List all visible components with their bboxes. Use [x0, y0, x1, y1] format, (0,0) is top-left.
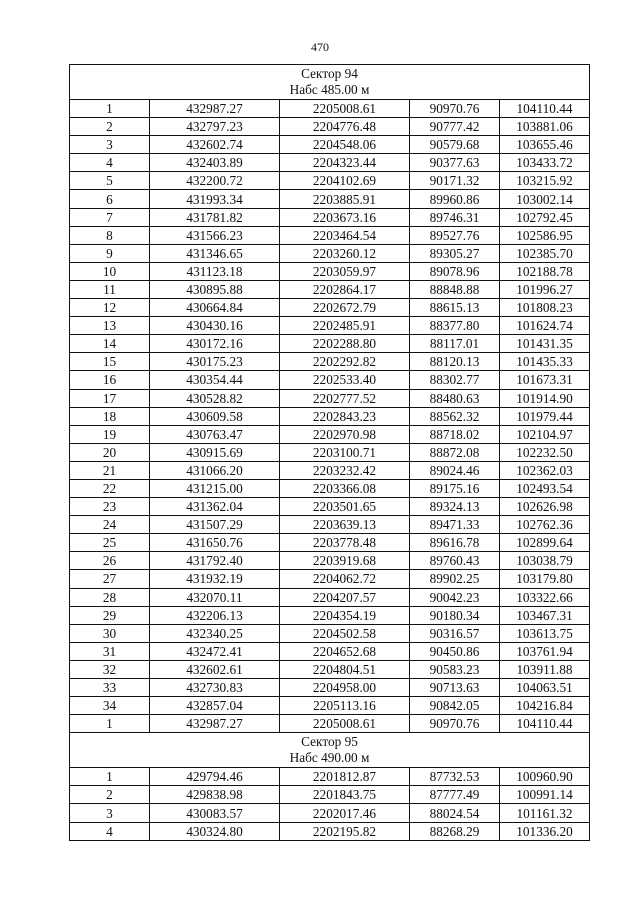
table-row — [70, 226, 590, 244]
x2-cell: 90316.57 — [410, 624, 500, 642]
x-cell: 431123.18 — [150, 262, 280, 280]
sector-header-row — [70, 733, 590, 768]
x2-cell: 89527.76 — [410, 226, 500, 244]
table-row — [70, 642, 590, 660]
x-cell: 430609.58 — [150, 407, 280, 425]
y-cell: 2204062.72 — [280, 570, 410, 588]
y2-cell: 104110.44 — [500, 715, 590, 733]
table-row — [70, 118, 590, 136]
x-cell: 430430.16 — [150, 317, 280, 335]
x-cell: 430763.47 — [150, 425, 280, 443]
y-cell: 2203501.65 — [280, 498, 410, 516]
y-cell: 2203059.97 — [280, 262, 410, 280]
point-number-cell: 1 — [70, 768, 150, 786]
y-cell: 2204102.69 — [280, 172, 410, 190]
x2-cell: 89024.46 — [410, 461, 500, 479]
y2-cell: 102104.97 — [500, 425, 590, 443]
x-cell: 432206.13 — [150, 606, 280, 624]
x-cell: 430083.57 — [150, 804, 280, 822]
point-number-cell: 4 — [70, 822, 150, 840]
point-number-cell: 32 — [70, 660, 150, 678]
x-cell: 430895.88 — [150, 280, 280, 298]
table-row — [70, 624, 590, 642]
y2-cell: 103467.31 — [500, 606, 590, 624]
x-cell: 430354.44 — [150, 371, 280, 389]
x-cell: 432602.61 — [150, 660, 280, 678]
x2-cell: 88872.08 — [410, 443, 500, 461]
x-cell: 432200.72 — [150, 172, 280, 190]
y-cell: 2203260.12 — [280, 244, 410, 262]
table-row — [70, 154, 590, 172]
point-number-cell: 23 — [70, 498, 150, 516]
x-cell: 431362.04 — [150, 498, 280, 516]
x-cell: 430172.16 — [150, 335, 280, 353]
table-row — [70, 136, 590, 154]
y2-cell: 101808.23 — [500, 299, 590, 317]
x2-cell: 87732.53 — [410, 768, 500, 786]
x-cell: 431792.40 — [150, 552, 280, 570]
x2-cell: 88120.13 — [410, 353, 500, 371]
y-cell: 2203673.16 — [280, 208, 410, 226]
y2-cell: 103322.66 — [500, 588, 590, 606]
y2-cell: 102762.36 — [500, 516, 590, 534]
x2-cell: 88718.02 — [410, 425, 500, 443]
table-row — [70, 443, 590, 461]
sector-header — [70, 65, 590, 100]
y2-cell: 103215.92 — [500, 172, 590, 190]
point-number-cell: 12 — [70, 299, 150, 317]
y2-cell: 103911.88 — [500, 660, 590, 678]
x-cell: 432730.83 — [150, 679, 280, 697]
x2-cell: 90583.23 — [410, 660, 500, 678]
y-cell: 2202864.17 — [280, 280, 410, 298]
point-number-cell: 3 — [70, 804, 150, 822]
sector-elevation: Набс 490.00 м — [289, 750, 370, 766]
x-cell: 432602.74 — [150, 136, 280, 154]
y-cell: 2202843.23 — [280, 407, 410, 425]
y-cell: 2203366.08 — [280, 479, 410, 497]
y2-cell: 103655.46 — [500, 136, 590, 154]
point-number-cell: 9 — [70, 244, 150, 262]
point-number-cell: 27 — [70, 570, 150, 588]
y-cell: 2203100.71 — [280, 443, 410, 461]
table-row — [70, 660, 590, 678]
point-number-cell: 24 — [70, 516, 150, 534]
y2-cell: 103433.72 — [500, 154, 590, 172]
point-number-cell: 1 — [70, 715, 150, 733]
table-row — [70, 190, 590, 208]
point-number-cell: 1 — [70, 100, 150, 118]
point-number-cell: 18 — [70, 407, 150, 425]
x2-cell: 89078.96 — [410, 262, 500, 280]
sector-elevation: Набс 485.00 м — [289, 82, 370, 97]
y2-cell: 102899.64 — [500, 534, 590, 552]
x-cell: 431507.29 — [150, 516, 280, 534]
table-row — [70, 498, 590, 516]
y2-cell: 104110.44 — [500, 100, 590, 118]
y2-cell: 102188.78 — [500, 262, 590, 280]
y2-cell: 101979.44 — [500, 407, 590, 425]
table-row — [70, 208, 590, 226]
y-cell: 2203464.54 — [280, 226, 410, 244]
table-row — [70, 262, 590, 280]
x-cell: 432403.89 — [150, 154, 280, 172]
y2-cell: 100960.90 — [500, 768, 590, 786]
x2-cell: 90377.63 — [410, 154, 500, 172]
table-row — [70, 461, 590, 479]
table-row — [70, 335, 590, 353]
point-number-cell: 13 — [70, 317, 150, 335]
x2-cell: 90713.63 — [410, 679, 500, 697]
x-cell: 432987.27 — [150, 100, 280, 118]
y2-cell: 102362.03 — [500, 461, 590, 479]
x-cell: 431215.00 — [150, 479, 280, 497]
point-number-cell: 28 — [70, 588, 150, 606]
y-cell: 2203919.68 — [280, 552, 410, 570]
point-number-cell: 8 — [70, 226, 150, 244]
x2-cell: 87777.49 — [410, 786, 500, 804]
y2-cell: 104216.84 — [500, 697, 590, 715]
table-row — [70, 516, 590, 534]
table-row — [70, 552, 590, 570]
y-cell: 2203232.42 — [280, 461, 410, 479]
point-number-cell: 15 — [70, 353, 150, 371]
y-cell: 2203639.13 — [280, 516, 410, 534]
x-cell: 432070.11 — [150, 588, 280, 606]
x-cell: 430324.80 — [150, 822, 280, 840]
point-number-cell: 30 — [70, 624, 150, 642]
y-cell: 2202288.80 — [280, 335, 410, 353]
x2-cell: 89471.33 — [410, 516, 500, 534]
x-cell: 432797.23 — [150, 118, 280, 136]
point-number-cell: 20 — [70, 443, 150, 461]
point-number-cell: 26 — [70, 552, 150, 570]
x2-cell: 90579.68 — [410, 136, 500, 154]
y-cell: 2204323.44 — [280, 154, 410, 172]
point-number-cell: 22 — [70, 479, 150, 497]
table-row — [70, 679, 590, 697]
sector-title: Сектор 95 — [301, 734, 358, 750]
y-cell: 2202672.79 — [280, 299, 410, 317]
y2-cell: 101336.20 — [500, 822, 590, 840]
y-cell: 2204502.58 — [280, 624, 410, 642]
table-row — [70, 407, 590, 425]
x-cell: 431993.34 — [150, 190, 280, 208]
x2-cell: 89746.31 — [410, 208, 500, 226]
point-number-cell: 11 — [70, 280, 150, 298]
page-number: 470 — [311, 40, 329, 54]
y2-cell: 103038.79 — [500, 552, 590, 570]
x-cell: 431346.65 — [150, 244, 280, 262]
table-row — [70, 804, 590, 822]
point-number-cell: 21 — [70, 461, 150, 479]
point-number-cell: 10 — [70, 262, 150, 280]
point-number-cell: 31 — [70, 642, 150, 660]
x2-cell: 88377.80 — [410, 317, 500, 335]
y2-cell: 102792.45 — [500, 208, 590, 226]
x-cell: 430915.69 — [150, 443, 280, 461]
y-cell: 2202533.40 — [280, 371, 410, 389]
point-number-cell: 16 — [70, 371, 150, 389]
table-row — [70, 570, 590, 588]
y-cell: 2202970.98 — [280, 425, 410, 443]
y-cell: 2204207.57 — [280, 588, 410, 606]
y2-cell: 101624.74 — [500, 317, 590, 335]
x2-cell: 88480.63 — [410, 389, 500, 407]
x-cell: 431781.82 — [150, 208, 280, 226]
y-cell: 2204354.19 — [280, 606, 410, 624]
x2-cell: 88117.01 — [410, 335, 500, 353]
table-row — [70, 697, 590, 715]
y2-cell: 101914.90 — [500, 389, 590, 407]
x-cell: 430664.84 — [150, 299, 280, 317]
y2-cell: 101431.35 — [500, 335, 590, 353]
y2-cell: 104063.51 — [500, 679, 590, 697]
table-row — [70, 534, 590, 552]
table-row — [70, 317, 590, 335]
table-row — [70, 588, 590, 606]
table-row — [70, 786, 590, 804]
x2-cell: 90171.32 — [410, 172, 500, 190]
point-number-cell: 2 — [70, 786, 150, 804]
x2-cell: 89324.13 — [410, 498, 500, 516]
point-number-cell: 2 — [70, 118, 150, 136]
table-row — [70, 389, 590, 407]
table-row — [70, 822, 590, 840]
y2-cell: 103881.06 — [500, 118, 590, 136]
x2-cell: 88302.77 — [410, 371, 500, 389]
y-cell: 2202292.82 — [280, 353, 410, 371]
point-number-cell: 33 — [70, 679, 150, 697]
table-row — [70, 425, 590, 443]
y-cell: 2205008.61 — [280, 715, 410, 733]
y2-cell: 103002.14 — [500, 190, 590, 208]
sector-header — [70, 733, 590, 768]
x-cell: 432857.04 — [150, 697, 280, 715]
x-cell: 429838.98 — [150, 786, 280, 804]
y-cell: 2202485.91 — [280, 317, 410, 335]
x-cell: 430175.23 — [150, 353, 280, 371]
x2-cell: 90777.42 — [410, 118, 500, 136]
table-row — [70, 299, 590, 317]
x2-cell: 89760.43 — [410, 552, 500, 570]
y2-cell: 100991.14 — [500, 786, 590, 804]
y-cell: 2204958.00 — [280, 679, 410, 697]
y-cell: 2204652.68 — [280, 642, 410, 660]
y-cell: 2205008.61 — [280, 100, 410, 118]
table-row — [70, 100, 590, 118]
x-cell: 432472.41 — [150, 642, 280, 660]
point-number-cell: 6 — [70, 190, 150, 208]
x2-cell: 90970.76 — [410, 100, 500, 118]
y2-cell: 102385.70 — [500, 244, 590, 262]
x2-cell: 88268.29 — [410, 822, 500, 840]
sector-title: Сектор 94 — [301, 66, 358, 81]
table-row — [70, 371, 590, 389]
y-cell: 2202777.52 — [280, 389, 410, 407]
x2-cell: 88562.32 — [410, 407, 500, 425]
x2-cell: 90042.23 — [410, 588, 500, 606]
y-cell: 2202017.46 — [280, 804, 410, 822]
point-number-cell: 29 — [70, 606, 150, 624]
table-row — [70, 606, 590, 624]
x2-cell: 89960.86 — [410, 190, 500, 208]
point-number-cell: 14 — [70, 335, 150, 353]
table-row — [70, 715, 590, 733]
y-cell: 2203778.48 — [280, 534, 410, 552]
point-number-cell: 5 — [70, 172, 150, 190]
x-cell: 431650.76 — [150, 534, 280, 552]
point-number-cell: 17 — [70, 389, 150, 407]
y-cell: 2204804.51 — [280, 660, 410, 678]
x2-cell: 88848.88 — [410, 280, 500, 298]
y-cell: 2203885.91 — [280, 190, 410, 208]
y2-cell: 103761.94 — [500, 642, 590, 660]
x2-cell: 89902.25 — [410, 570, 500, 588]
y2-cell: 101161.32 — [500, 804, 590, 822]
y-cell: 2201812.87 — [280, 768, 410, 786]
y-cell: 2204776.48 — [280, 118, 410, 136]
x-cell: 431566.23 — [150, 226, 280, 244]
y2-cell: 102493.54 — [500, 479, 590, 497]
y-cell: 2204548.06 — [280, 136, 410, 154]
x2-cell: 90450.86 — [410, 642, 500, 660]
x2-cell: 90970.76 — [410, 715, 500, 733]
y-cell: 2201843.75 — [280, 786, 410, 804]
point-number-cell: 19 — [70, 425, 150, 443]
point-number-cell: 3 — [70, 136, 150, 154]
y2-cell: 101435.33 — [500, 353, 590, 371]
sector-header-row — [70, 65, 590, 100]
table-row — [70, 280, 590, 298]
coordinates-table-body — [70, 65, 590, 841]
x2-cell: 90842.05 — [410, 697, 500, 715]
table-row — [70, 768, 590, 786]
point-number-cell: 25 — [70, 534, 150, 552]
x2-cell: 88615.13 — [410, 299, 500, 317]
x-cell: 432340.25 — [150, 624, 280, 642]
point-number-cell: 34 — [70, 697, 150, 715]
y-cell: 2205113.16 — [280, 697, 410, 715]
y2-cell: 103179.80 — [500, 570, 590, 588]
x-cell: 431932.19 — [150, 570, 280, 588]
table-row — [70, 172, 590, 190]
x2-cell: 90180.34 — [410, 606, 500, 624]
y2-cell: 102626.98 — [500, 498, 590, 516]
y2-cell: 103613.75 — [500, 624, 590, 642]
x-cell: 431066.20 — [150, 461, 280, 479]
table-row — [70, 244, 590, 262]
x2-cell: 89616.78 — [410, 534, 500, 552]
y2-cell: 101673.31 — [500, 371, 590, 389]
point-number-cell: 7 — [70, 208, 150, 226]
point-number-cell: 4 — [70, 154, 150, 172]
x2-cell: 89305.27 — [410, 244, 500, 262]
x2-cell: 89175.16 — [410, 479, 500, 497]
x-cell: 429794.46 — [150, 768, 280, 786]
y2-cell: 102586.95 — [500, 226, 590, 244]
y2-cell: 102232.50 — [500, 443, 590, 461]
y2-cell: 101996.27 — [500, 280, 590, 298]
x-cell: 432987.27 — [150, 715, 280, 733]
x2-cell: 88024.54 — [410, 804, 500, 822]
y-cell: 2202195.82 — [280, 822, 410, 840]
table-row — [70, 479, 590, 497]
x-cell: 430528.82 — [150, 389, 280, 407]
coordinates-table — [69, 64, 590, 841]
table-row — [70, 353, 590, 371]
